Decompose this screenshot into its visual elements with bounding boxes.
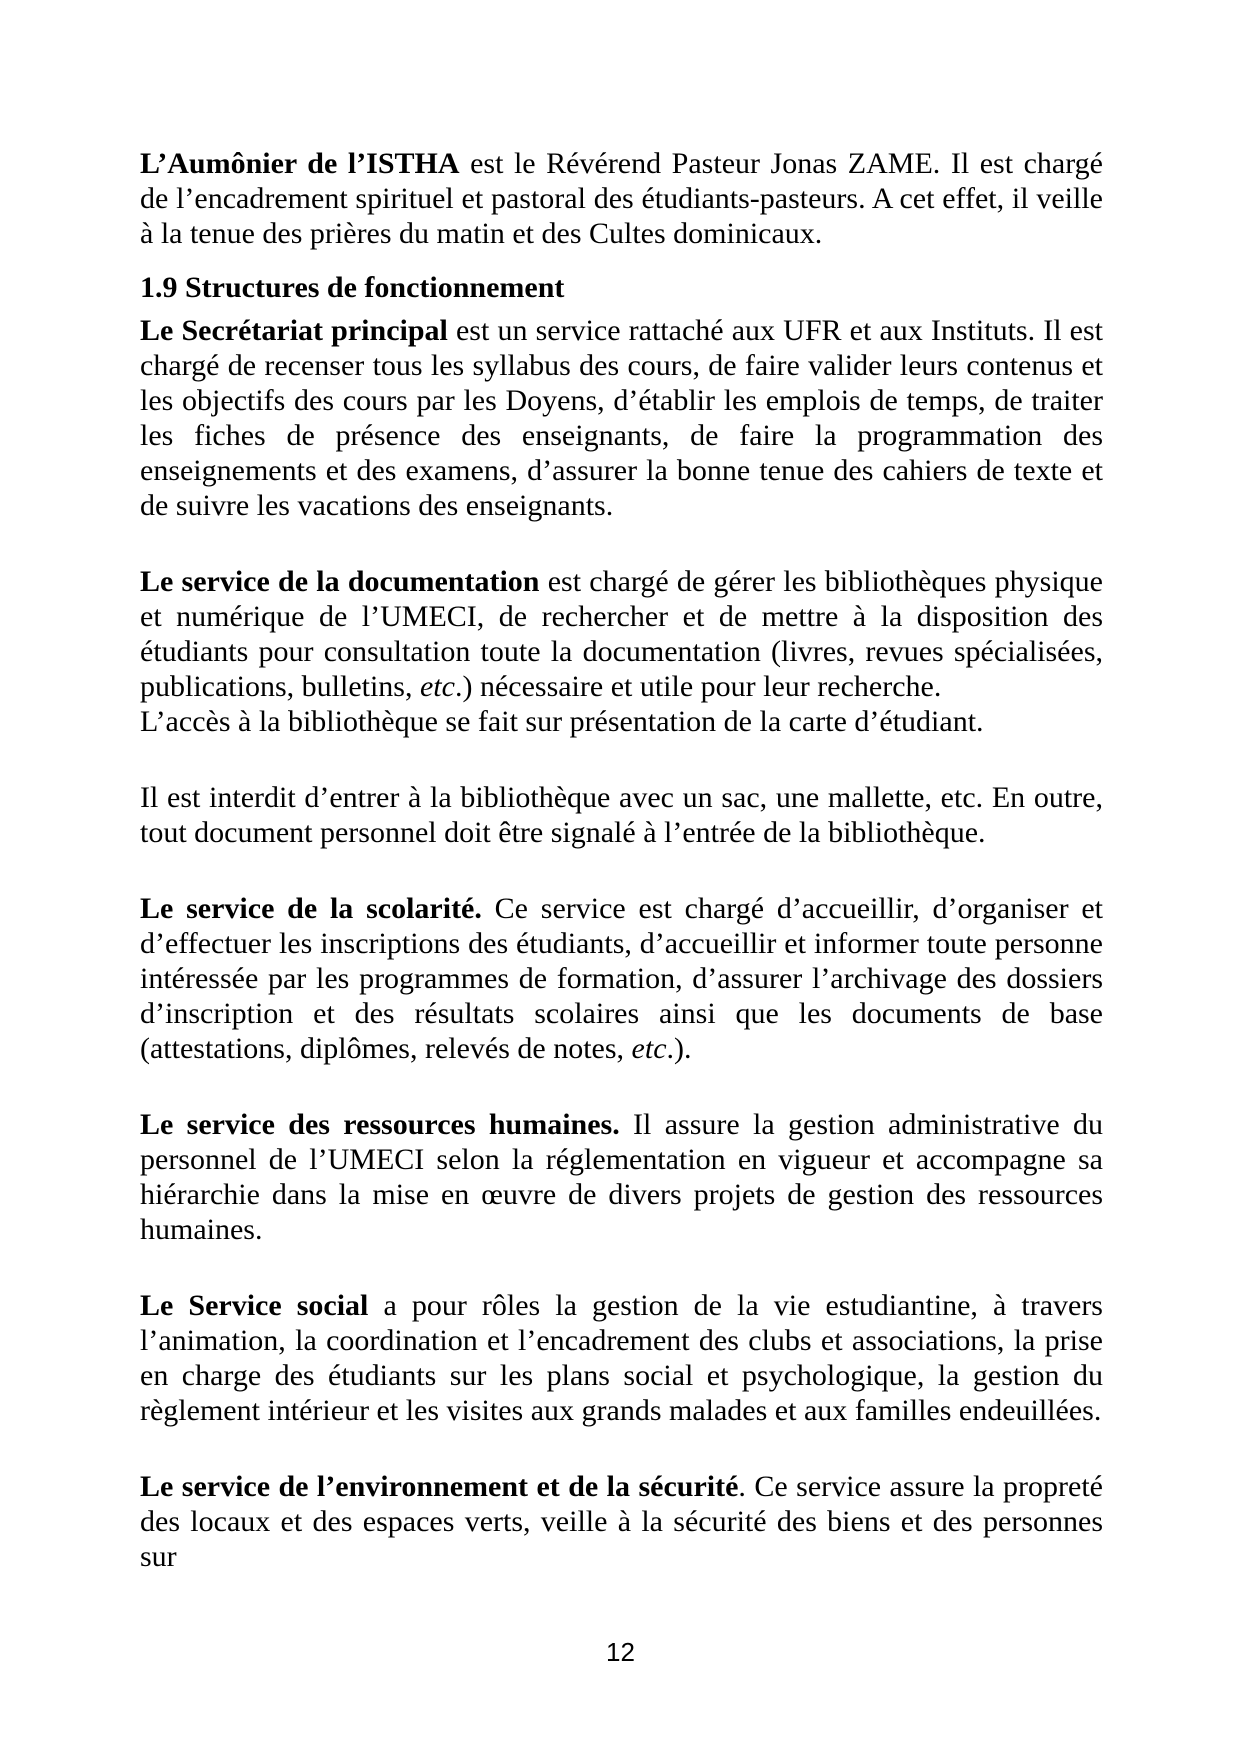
- document-content: [140, 146, 1103, 1574]
- text-segment-bold: L’Aumônier de l’ISTHA: [140, 147, 460, 180]
- paragraph: [140, 780, 1103, 850]
- paragraph: [140, 313, 1103, 523]
- paragraph: [140, 1469, 1103, 1574]
- text-segment-regular: Il est interdit d’entrer à la bibliothèque avec un sac, une mallette, etc. En outre, tout document personnel doit être signalé à l’entrée de la bibliothèque.: [140, 781, 1103, 849]
- text-segment-regular: Il assure la gestion administrative du personnel de l’UMECI selon la réglementation en vigueur et accompagne sa hiérarchie dans la mise en œuvre de divers projets de gestion des ressources humaines.: [140, 1108, 1103, 1246]
- text-segment-bold: Le service de la documentation: [140, 565, 540, 598]
- text-segment-bold: Le Secrétariat principal: [140, 314, 448, 347]
- paragraph: [140, 891, 1103, 1066]
- text-segment-regular: est chargé de gérer les bibliothèques physique et numérique de l’UMECI, de rechercher et de mettre à la disposition des étudiants pour consultation toute la documentation (livres, revues spécialisées, publications, bulletins,: [140, 565, 1103, 703]
- text-segment-italic: etc: [631, 1032, 667, 1065]
- text-segment-regular: .) nécessaire et utile pour leur recherche.: [454, 670, 942, 703]
- paragraph: [140, 1107, 1103, 1247]
- text-segment-bold: Le Service social: [140, 1289, 369, 1322]
- page-number: 12: [606, 1637, 635, 1667]
- text-segment-bold: Le service de l’environnement et de la sécurité: [140, 1470, 739, 1503]
- text-segment-bold: Le service des ressources humaines.: [140, 1108, 620, 1141]
- text-segment-regular: . Ce service assure la propreté des locaux et des espaces verts, veille à la sécurité des biens et des personnes sur: [140, 1470, 1103, 1573]
- text-segment-bold: 1.9 Structures de fonctionnement: [140, 271, 565, 304]
- text-segment-bold: Le service de la scolarité.: [140, 892, 482, 925]
- paragraph: [140, 146, 1103, 251]
- text-segment-regular: est un service rattaché aux UFR et aux Instituts. Il est chargé de recenser tous les syllabus des cours, de faire valider leurs contenus et les objectifs des cours par les Doyens, d’établir les emplois de temps, de traiter les fiches de présence des enseignants, de faire la programmation des enseignements et des examens, d’assurer la bonne tenue des cahiers de texte et de suivre les vacations des enseignants.: [140, 314, 1103, 522]
- text-segment-regular: a pour rôles la gestion de la vie estudiantine, à travers l’animation, la coordination et l’encadrement des clubs et associations, la prise en charge des étudiants sur les plans social et psychologique, la gestion du règlement intérieur et les visites aux grands malades et aux familles endeuillées.: [140, 1289, 1103, 1427]
- text-segment-regular: L’accès à la bibliothèque se fait sur présentation de la carte d’étudiant.: [140, 705, 984, 738]
- text-segment-regular: .).: [666, 1032, 692, 1065]
- text-segment-regular: est le Révérend Pasteur Jonas ZAME. Il est chargé de l’encadrement spirituel et pastoral des étudiants-pasteurs. A cet effet, il veille à la tenue des prières du matin et des Cultes dominicaux.: [140, 147, 1104, 250]
- text-segment-regular: Ce service est chargé d’accueillir, d’organiser et d’effectuer les inscriptions des étudiants, d’accueillir et informer toute personne intéressée par les programmes de formation, d’assurer l’archivage des dossiers d’inscription et des résultats scolaires ainsi que les documents de base (attestations, diplômes, relevés de notes,: [140, 892, 1103, 1065]
- paragraph: [140, 1288, 1103, 1428]
- paragraph: [140, 564, 1103, 739]
- text-segment-italic: etc: [419, 670, 455, 703]
- section-heading: [140, 270, 1103, 305]
